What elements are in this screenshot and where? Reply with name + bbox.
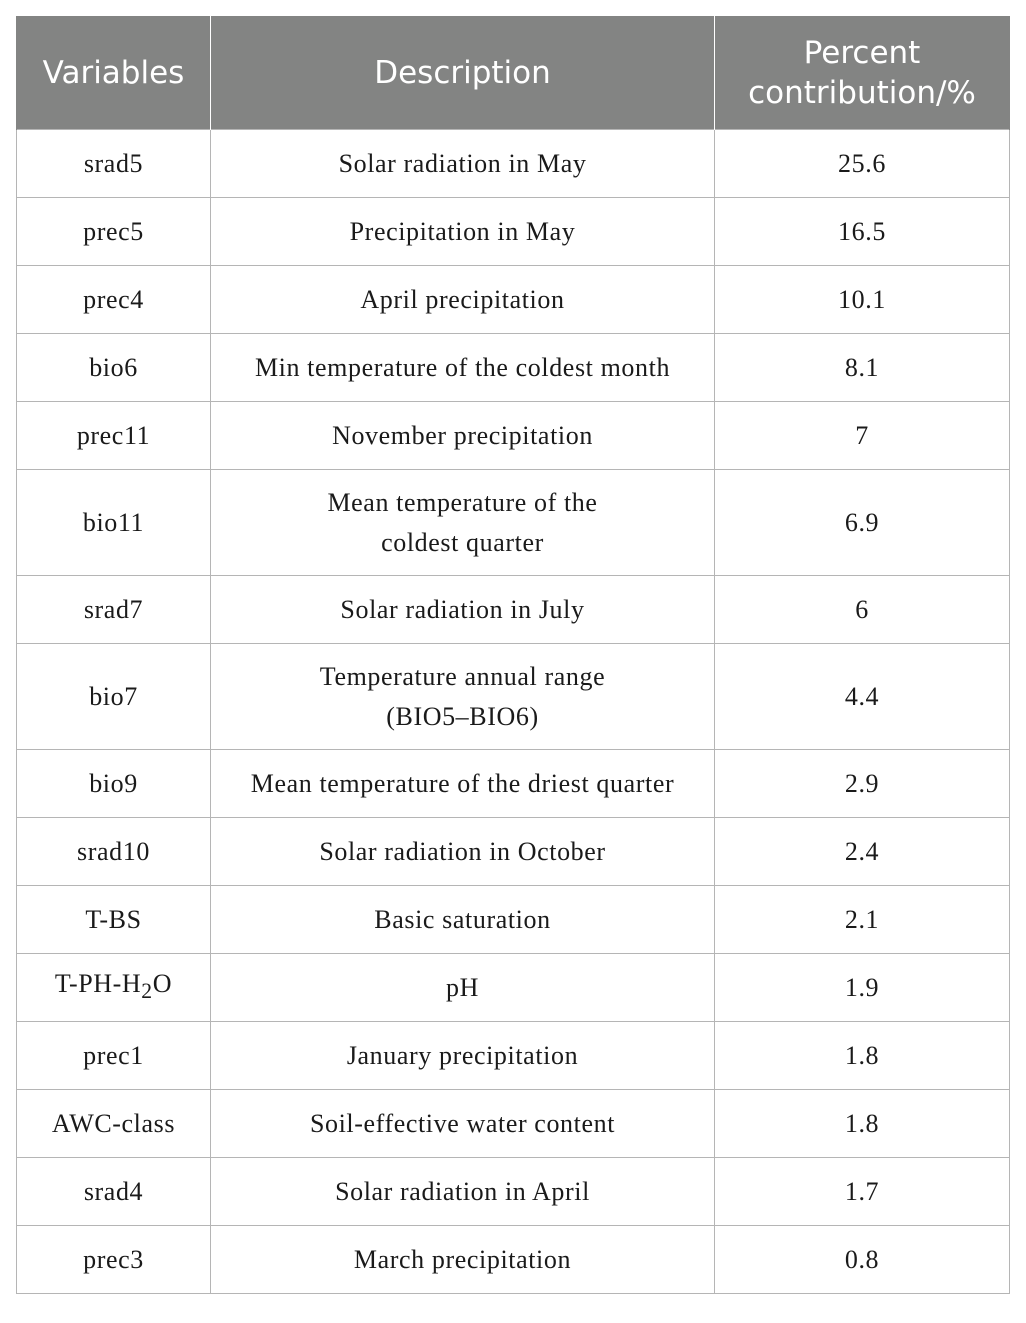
cell-variable: prec5 [17, 198, 211, 266]
table-row [17, 954, 1010, 1022]
table-row [17, 644, 1010, 750]
cell-description-line1: Temperature annual range [319, 661, 606, 691]
cell-variable: prec4 [17, 266, 211, 334]
cell-description: Solar radiation in July [211, 576, 715, 644]
cell-description-line2: coldest quarter [381, 527, 544, 557]
cell-percent: 1.8 [715, 1090, 1010, 1158]
cell-variable-subscript: 2 [141, 979, 153, 1004]
cell-percent: 25.6 [715, 130, 1010, 198]
table-row [17, 1158, 1010, 1226]
cell-description: November precipitation [211, 402, 715, 470]
table-row [17, 266, 1010, 334]
cell-variable: srad5 [17, 130, 211, 198]
cell-percent: 6 [715, 576, 1010, 644]
cell-variable-prefix: T-PH-H [54, 968, 142, 998]
cell-description: Solar radiation in October [211, 818, 715, 886]
table-header [17, 16, 1010, 130]
cell-percent: 10.1 [715, 266, 1010, 334]
cell-variable: srad7 [17, 576, 211, 644]
cell-description-line1: Mean temperature of the [327, 487, 598, 517]
cell-variable: srad4 [17, 1158, 211, 1226]
cell-percent: 1.9 [715, 954, 1010, 1022]
cell-description: Basic saturation [211, 886, 715, 954]
table-row [17, 402, 1010, 470]
cell-description-line2: (BIO5–BIO6) [386, 701, 539, 731]
cell-description: Solar radiation in April [211, 1158, 715, 1226]
cell-variable: prec1 [17, 1022, 211, 1090]
cell-percent: 16.5 [715, 198, 1010, 266]
cell-variable: bio11 [17, 470, 211, 576]
table-row [17, 1022, 1010, 1090]
contribution-table [16, 16, 1010, 1294]
cell-description: Precipitation in May [211, 198, 715, 266]
cell-variable: bio9 [17, 750, 211, 818]
cell-percent: 1.8 [715, 1022, 1010, 1090]
cell-variable: prec3 [17, 1226, 211, 1294]
cell-variable: T-BS [17, 886, 211, 954]
table-body [17, 130, 1010, 1294]
cell-percent: 0.8 [715, 1226, 1010, 1294]
table-row [17, 130, 1010, 198]
cell-description: March precipitation [211, 1226, 715, 1294]
cell-description: Min temperature of the coldest month [211, 334, 715, 402]
table-row [17, 576, 1010, 644]
header-percent-line2: contribution/% [748, 74, 976, 111]
header-description: Description [211, 16, 715, 130]
cell-description [211, 470, 715, 576]
cell-variable: srad10 [17, 818, 211, 886]
table-row [17, 198, 1010, 266]
table-row [17, 750, 1010, 818]
cell-variable: bio7 [17, 644, 211, 750]
table-row [17, 1090, 1010, 1158]
cell-percent: 2.9 [715, 750, 1010, 818]
cell-percent: 2.4 [715, 818, 1010, 886]
cell-description: April precipitation [211, 266, 715, 334]
table-row [17, 818, 1010, 886]
table-row [17, 334, 1010, 402]
cell-description: January precipitation [211, 1022, 715, 1090]
cell-description: pH [211, 954, 715, 1022]
cell-variable: bio6 [17, 334, 211, 402]
header-row [17, 16, 1010, 130]
cell-percent: 1.7 [715, 1158, 1010, 1226]
cell-percent: 8.1 [715, 334, 1010, 402]
cell-percent: 6.9 [715, 470, 1010, 576]
cell-description: Solar radiation in May [211, 130, 715, 198]
cell-description: Mean temperature of the driest quarter [211, 750, 715, 818]
header-percent-line1: Percent [803, 34, 921, 71]
cell-percent: 4.4 [715, 644, 1010, 750]
cell-variable [17, 954, 211, 1022]
header-percent-contribution [715, 16, 1010, 130]
table-row [17, 1226, 1010, 1294]
table-row [17, 886, 1010, 954]
cell-variable: AWC-class [17, 1090, 211, 1158]
cell-description: Soil-effective water content [211, 1090, 715, 1158]
cell-percent: 7 [715, 402, 1010, 470]
cell-description [211, 644, 715, 750]
cell-variable-suffix: O [152, 968, 173, 998]
cell-percent: 2.1 [715, 886, 1010, 954]
cell-variable: prec11 [17, 402, 211, 470]
table-row [17, 470, 1010, 576]
header-variables: Variables [17, 16, 211, 130]
